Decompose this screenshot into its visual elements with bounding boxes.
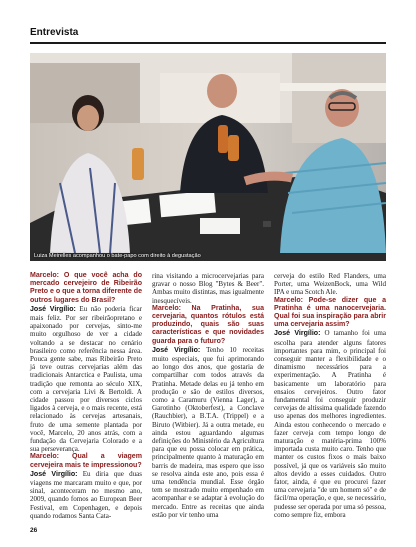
interview-photo <box>30 53 386 261</box>
column-2-intro: rina visitando a microcervejarias para gravar o nosso Blog "Bytes & Beer". Ambas muito distintas, mas igualmente inesquecíveis. <box>152 272 264 305</box>
answer-1-text: Eu não poderia ficar mais feliz. Por ser ribeirãopretano e apaixonado por cervejas, sinto-me muito orgulhoso de ver a cidade voltando a se destacar no cenário brasileiro como referência nessa área. Pouca gente sabe, mas Ribeirão Preto já teve outras cervejarias além das tradicionais Antarctica e Paulista, uma tradição que remonta ao século XIX, com a cervejaria Livi & Bertoldi. A cidade passou por diversos ciclos ligados à cerveja, e o mais recente, está relacionado às cervejas artesanais, fruto de uma semente plantada por você, Marcelo, 20 anos atrás, com a fundação da Cervejaria Colorado e a sua perseverança. <box>30 304 143 454</box>
article-body <box>30 272 386 522</box>
column-1 <box>30 272 142 520</box>
header-rule <box>30 42 386 44</box>
answer-3-speaker: José Virgílio: <box>152 346 201 354</box>
answer-3 <box>152 346 264 519</box>
question-3: Marcelo: Na Pratinha, sua cervejaria, quantos rótulos está produzindo, quais são suas características e que novidades guarda para o futuro? <box>152 304 264 345</box>
answer-3-text: Tenho 10 receitas muito especiais, que fui aprimorando ao longo dos anos, que gostaria de compartilhar com todos através da Pratinha. Metade delas eu já tenho em produção e são de estilos diversos, como a Caramuru (Vienna Lager), a Garotinho (Oktoberfest), a Conclave (Rauchbier), a B.T.A. (Trippel) e a Biruto (Witbier). Já a outra metade, eu ainda estou aguardando algumas definições do Ministério da Agricultura para que eu possa colocar em prática, principalmente quanto à maturação em barris de madeira, mas espero que isso se resolva ainda este ano, pois essa é uma tendência mundial. Esse órgão tem se mostrado muito empenhado em acompanhar e se adaptar à evolução do mercado. Entre as receitas que ainda estão por vir tenho uma <box>152 345 265 519</box>
answer-2 <box>30 470 142 520</box>
answer-4-text: O tamanho foi uma escolha para atender alguns fatores importantes para mim, o principal foi conseguir manter a flexibilidade e o dinamismo necessários para a experimentação. A Pratinha é basicamente um laboratório para ensaios cervejeiros. Outro fator fundamental foi conseguir produzir cervejas de altíssima qualidade fazendo uso apenas dos melhores ingredientes. Ainda estou conhecendo o mercado e fazer cerveja com tempo longo de maturação e matéria-prima 100% importada custa muito caro. Tenho que manter os custos fixos o mais baixo possível, já que os variáveis são muito altos devido a esses cuidados. Outro fator, ainda, é que eu procurei fazer uma cervejaria "de um homem só" e de fácil/ma operação, e que, se necessário, pudesse ser operada por uma só pessoa, como sempre fiz, embora <box>274 329 386 519</box>
question-2: Marcelo: Qual a viagem cervejeira mais te impressionou? <box>30 453 142 469</box>
column-3-intro: cerveja do estilo Red Flanders, uma Porter, uma WeizenBock, uma Wild IPA e uma Scotch Ale. <box>274 272 386 297</box>
column-3 <box>274 272 386 519</box>
answer-2-text: Eu diria que duas viagens me marcaram muito e que, por sinal, aconteceram no mesmo ano, 2009, quando fomos ao European Beer Festival, em Copenhagen, e depois quando rodamos Santa Cata- <box>30 469 142 520</box>
question-4: Marcelo: Pode-se dizer que a Pratinha é uma nanocervejaria. Qual foi sua inspiração para abrir uma cervejaria assim? <box>274 296 387 329</box>
column-2 <box>152 272 264 519</box>
section-title: Entrevista <box>30 27 79 38</box>
photo-illustration <box>30 53 386 261</box>
photo-caption: Luiza Meirelles acompanhou o bate-papo com direito à degustação <box>34 253 201 259</box>
question-1: Marcelo: O que você acha do mercado cervejeiro de Ribeirão Preto e o que a torna diferente de outros lugares do Brasil? <box>30 272 142 304</box>
answer-2-speaker: José Virgílio: <box>30 470 78 478</box>
answer-1 <box>30 305 142 454</box>
answer-1-speaker: José Virgílio: <box>30 305 76 313</box>
page-number: 26 <box>30 527 38 534</box>
answer-4-speaker: José Virgílio: <box>274 330 321 338</box>
answer-4 <box>274 329 386 519</box>
